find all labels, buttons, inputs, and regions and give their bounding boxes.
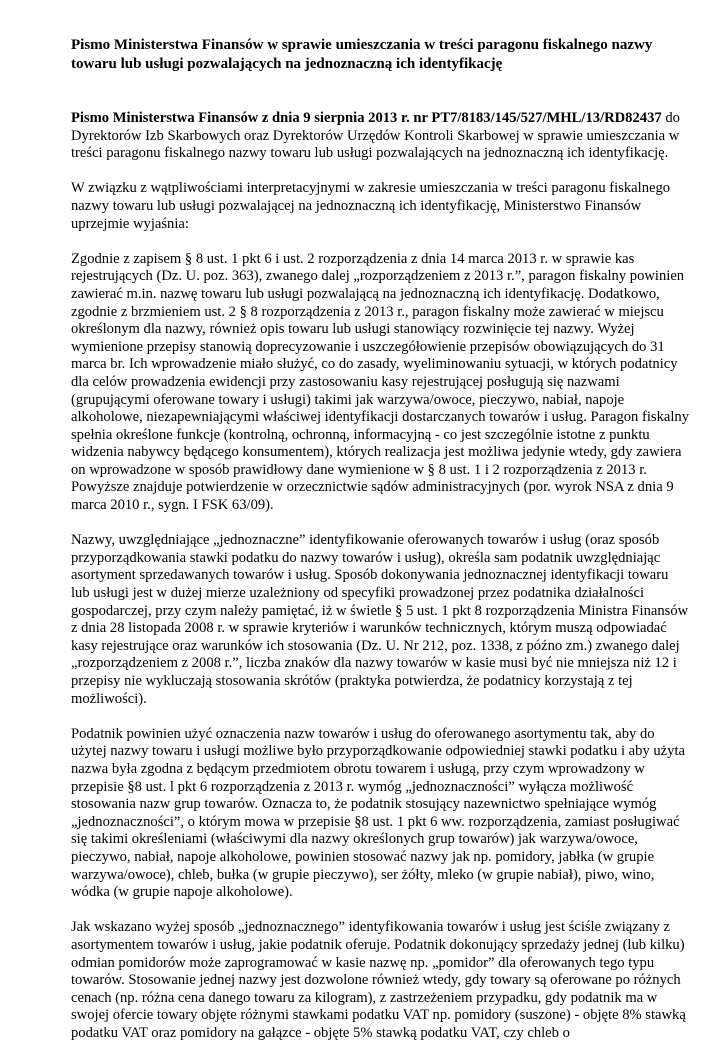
body-paragraph-4: Podatnik powinien użyć oznaczenia nazw towarów i usług do oferowanego asortymentu tak, aby do użytej nazwy towaru i usługi możliwe było przyporządkowanie odpowiedniej stawki podatku i aby użyta nazwa była zgodna z będącym przedmiotem obrotu towarem i usługą, przy czym wprowadzony w przepisie §8 ust. l pkt 6 rozporządzenia z 2013 r. wymóg „jednoznaczności” wyłącza możliwość stosowania nazw grup towarów. Oznacza to, że podatnik stosujący nazewnictwo spełniające wymóg „jednoznaczności”, o którym mowa w przepisie §8 ust. 1 pkt 6 ww. rozporządzenia, zamiast posługiwać się takimi określeniami (właściwymi dla nazwy określonych grup towarów) jak warzywa/owoce, pieczywo, nabiał, napoje alkoholowe, powinien stosować nazwy jak np. pomidory, jabłka (w grupie warzywa/owoce), chleb, bułka (w grupie pieczywo), ser żółty, mleko (w grupie nabiał), piwo, wino, wódka (w grupie napoje alkoholowe). xyxy=(71,725,685,901)
intro-text: do Dyrektorów Izb Skarbowych oraz Dyrektorów Urzędów Kontroli Skarbowej w sprawie umieszczania w treści paragonu fiskalnego nazwy towaru lub usługi pozwalających na jednoznaczną ich identyfikację. xyxy=(71,110,680,162)
document-title: Pismo Ministerstwa Finansów w sprawie umieszczania w treści paragonu fiskalnego nazwy towaru lub usługi pozwalających na jednoznaczną ich identyfikację xyxy=(71,37,653,72)
body-paragraph-3: Nazwy, uwzględniające „jednoznaczne” identyfikowanie oferowanych towarów i usług (oraz sposób przyporządkowania stawki podatku do nazwy towarów i usług), określa sam podatnik uwzględniając asortyment sprzedawanych towarów i usług. Sposób dokonywania jednoznacznej identyfikacji towaru lub usługi jest w dużej mierze uzależniony od specyfiki prowadzonej przez podatnika działalności gospodarczej, przy czym należy pamiętać, iż w świetle § 5 ust. 1 pkt 8 rozporządzenia Ministra Finansów z dnia 28 listopada 2008 r. w sprawie kryteriów i warunków technicznych, którym muszą odpowiadać kasy rejestrujące oraz warunków ich stosowania (Dz. U. Nr 212, poz. 1338, z późno zm.) zwanego dalej „rozporządzeniem z 2008 r.”, liczba znaków dla nazwy towarów w kasie musi być nie mniejsza niż 12 i przepisy nie wykluczają stosowania skrótów (praktyka potwierdza, że podatnicy korzystają z tej możliwości). xyxy=(71,532,689,707)
body-paragraph-2: Zgodnie z zapisem § 8 ust. 1 pkt 6 i ust. 2 rozporządzenia z dnia 14 marca 2013 r. w sprawie kas rejestrujących (Dz. U. poz. 363), zwanego dalej „rozporządzeniem z 2013 r.”, paragon fiskalny powinien zawierać m.in. nazwę towaru lub usługi pozwalającą na jednoznaczną ich identyfikację. Dodatkowo, zgodnie z brzmieniem ust. 2 § 8 rozporządzenia z 2013 r., paragon fiskalny może zawierać w miejscu określonym dla nazwy, również opis towaru lub usługi stanowiący rozwinięcie tej nazwy. Wyżej wymienione przepisy stanowią doprecyzowanie i uszczegółowienie przepisów obowiązujących do 31 marca br. Ich wprowadzenie miało służyć, co do zasady, wyeliminowaniu sytuacji, w których podatnicy dla celów prowadzenia ewidencji przy zastosowaniu kasy rejestrującej posługują się nazwami (grupującymi oferowane towary i usługi) takimi jak warzywa/owoce, pieczywo, nabiał, napoje alkoholowe, niezapewniającymi właściwej identyfikacji dostarczanych towarów i usług. Paragon fiskalny spełnia określone funkcje (kontrolną, ochronną, informacyjną - co jest szczególnie istotne z punktu widzenia nabywcy będącego konsumentem), których realizacja jest możliwa jedynie wtedy, gdy zawiera on wprowadzone w sposób prawidłowy dane wymienione w § 8 ust. 1 i 2 rozporządzenia z 2013 r. Powyższe znajduje potwierdzenie w orzecznictwie sądów administracyjnych (por. wyrok NSA z dnia 9 marca 2010 r., sygn. I FSK 63/09). xyxy=(71,250,690,514)
intro-paragraph xyxy=(71,110,689,163)
document-page xyxy=(71,36,689,1060)
intro-reference: Pismo Ministerstwa Finansów z dnia 9 sierpnia 2013 r. nr PT7/8183/145/527/MHL/13/RD82437 xyxy=(71,110,662,126)
body-paragraph-1: W związku z wątpliwościami interpretacyjnymi w zakresie umieszczania w treści paragonu fiskalnego nazwy towaru lub usługi pozwalającej na jednoznaczną ich identyfikację, Ministerstwo Finansów uprzejmie wyjaśnia: xyxy=(71,180,671,232)
body-paragraph-5: Jak wskazano wyżej sposób „jednoznacznego” identyfikowania towarów i usług jest ściśle związany z asortymentem towarów i usług, jakie podatnik oferuje. Podatnik dokonujący sprzedaży jednej (lub kilku) odmian pomidorów może zaprogramować w kasie nazwę np. „pomidor” dla oferowanych tego typu towarów. Stosowanie jednej nazwy jest dozwolone również wtedy, gdy towary są oferowane po różnych cenach (np. różna cena danego towaru za kilogram), z zastrzeżeniem przypadku, gdy podatnik ma w swojej ofercie towary objęte różnymi stawkami podatku VAT np. pomidory (suszone) - objęte 8% stawką podatku VAT oraz pomidory na gałązce - objęte 5% stawką podatku VAT, czy chleb o xyxy=(71,919,686,1041)
